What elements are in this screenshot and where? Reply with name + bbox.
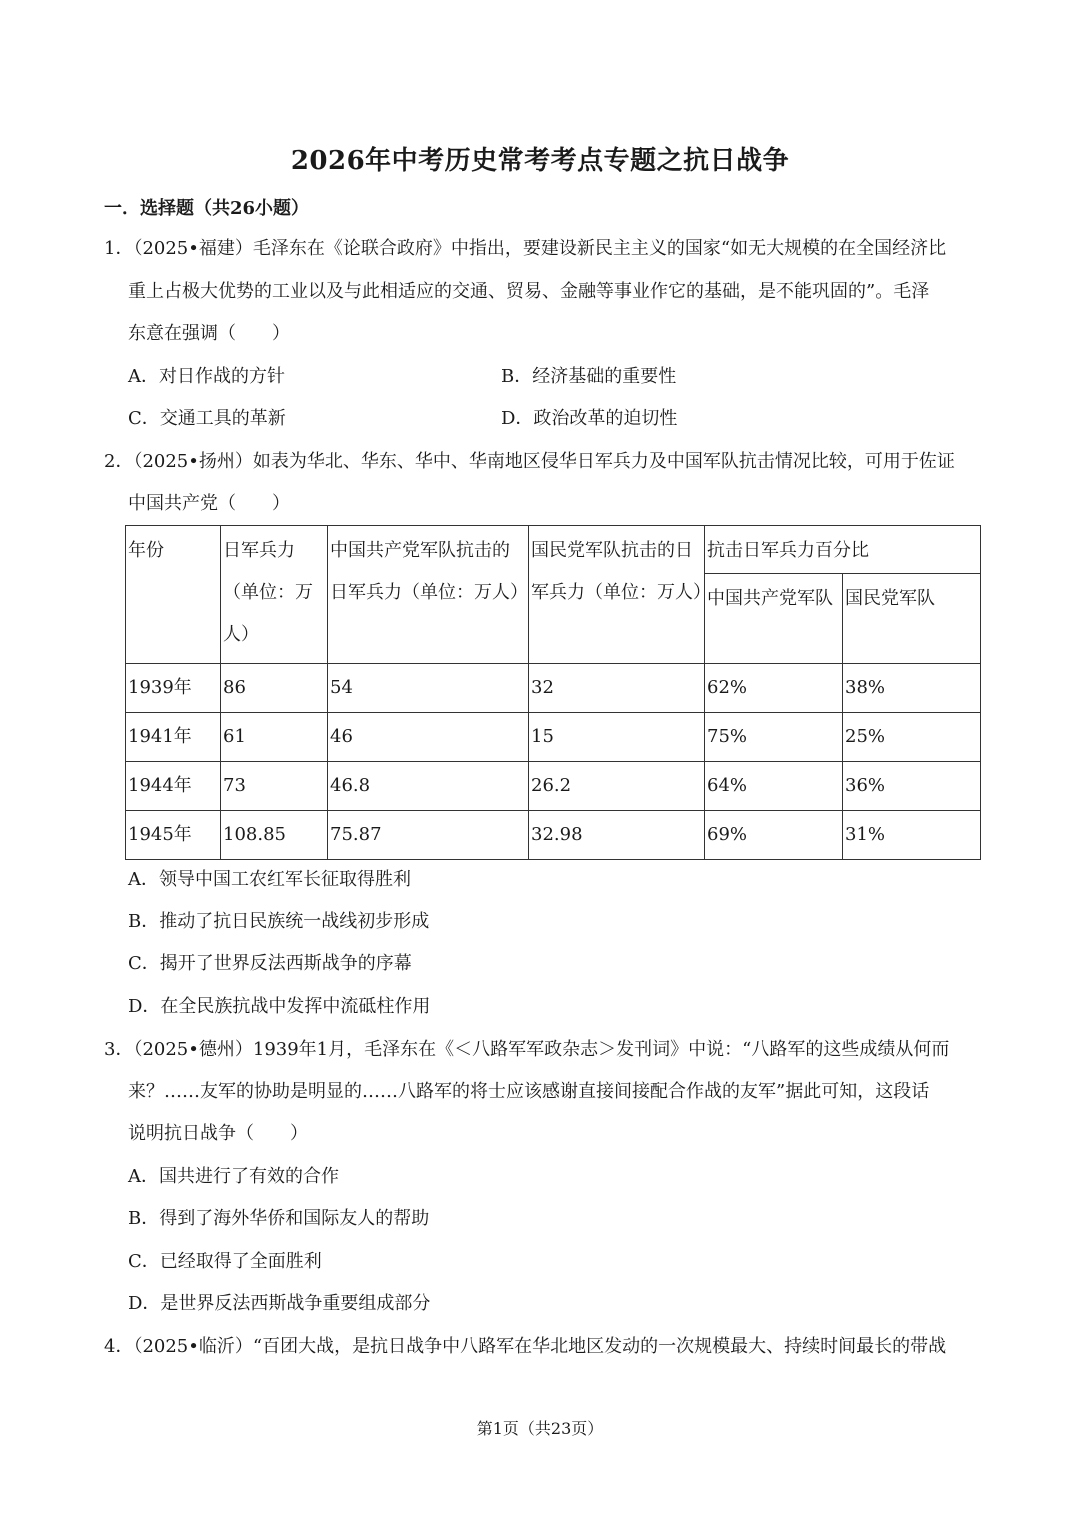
q3-line-2: 来？……友军的协助是明显的……八路军的将士应该感谢直接间接配合作战的友军”据此可知，这段话 [128,1081,930,1102]
q4-line-1: 4．（2025•临沂）“百团大战，是抗日战争中八路军在华北地区发动的一次规模最大、持续时间最长的带战 [104,1336,947,1357]
header-japan-troops: 日军兵力（单位：万人） [221,526,328,664]
cell-cpc: 46.8 [328,762,529,811]
q2-option-d: D．在全民族抗战中发挥中流砥柱作用 [128,996,431,1017]
q3-option-d: D．是世界反法西斯战争重要组成部分 [128,1293,431,1314]
doc-title: 2026年中考历史常考考点专题之抗日战争 [290,146,790,176]
cell-japan: 73 [221,762,328,811]
table-row [126,713,981,762]
q2-option-c: C．揭开了世界反法西斯战争的序幕 [128,953,412,974]
q1-option-c: C．交通工具的革新 [128,408,286,429]
cell-cpc: 46 [328,713,529,762]
q3-option-a: A．国共进行了有效的合作 [128,1166,339,1187]
table-row [126,762,981,811]
table-row [126,664,981,713]
q1-line-1: 1．（2025•福建）毛泽东在《论联合政府》中指出，要建设新民主主义的国家“如无大规模的在全国经济比 [104,238,947,259]
cell-year: 1944年 [126,762,221,811]
cell-kmt: 26.2 [529,762,705,811]
cell-japan: 108.85 [221,811,328,860]
troop-comparison-table [125,525,981,860]
cell-pct-cpc: 62% [705,664,843,713]
cell-cpc: 75.87 [328,811,529,860]
cell-pct-kmt: 38% [843,664,981,713]
cell-japan: 61 [221,713,328,762]
cell-year: 1941年 [126,713,221,762]
cell-kmt: 15 [529,713,705,762]
cell-japan: 86 [221,664,328,713]
q1-line-2: 重上占极大优势的工业以及与此相适应的交通、贸易、金融等事业作它的基础，是不能巩固的”。毛泽 [128,281,930,302]
header-pct-cpc: 中国共产党军队 [705,574,843,664]
cell-kmt: 32.98 [529,811,705,860]
page-footer: 第1页（共23页） [476,1419,604,1438]
table-row [126,811,981,860]
cell-year: 1939年 [126,664,221,713]
q3-option-c: C．已经取得了全面胜利 [128,1251,322,1272]
cell-pct-cpc: 75% [705,713,843,762]
section-heading: 一．选择题（共26小题） [104,198,310,219]
q3-line-1: 3．（2025•德州）1939年1月，毛泽东在《＜八路军军政杂志＞发刊词》中说：“八路军的这些成绩从何而 [104,1039,950,1060]
q1-line-3: 东意在强调（ ） [128,323,290,344]
cell-pct-kmt: 25% [843,713,981,762]
header-kmt-troops: 国民党军队抗击的日军兵力（单位：万人） [529,526,705,664]
q1-option-a: A．对日作战的方针 [128,366,285,387]
cell-kmt: 32 [529,664,705,713]
cell-pct-cpc: 69% [705,811,843,860]
q1-option-d: D．政治改革的迫切性 [501,408,678,429]
cell-pct-kmt: 36% [843,762,981,811]
cell-pct-cpc: 64% [705,762,843,811]
q1-option-b: B．经济基础的重要性 [501,366,677,387]
cell-cpc: 54 [328,664,529,713]
cell-year: 1945年 [126,811,221,860]
q2-option-a: A．领导中国工农红军长征取得胜利 [128,869,411,890]
q3-line-3: 说明抗日战争（ ） [128,1123,308,1144]
q2-option-b: B．推动了抗日民族统一战线初步形成 [128,911,430,932]
q2-line-2: 中国共产党（ ） [128,493,290,514]
q3-option-b: B．得到了海外华侨和国际友人的帮助 [128,1208,430,1229]
header-cpc-troops: 中国共产党军队抗击的日军兵力（单位：万人） [328,526,529,664]
header-percentage: 抗击日军兵力百分比 [705,526,981,574]
header-pct-kmt: 国民党军队 [843,574,981,664]
q2-line-1: 2．（2025•扬州）如表为华北、华东、华中、华南地区侵华日军兵力及中国军队抗击情况比较，可用于佐证 [104,451,955,472]
cell-pct-kmt: 31% [843,811,981,860]
header-year: 年份 [126,526,221,664]
